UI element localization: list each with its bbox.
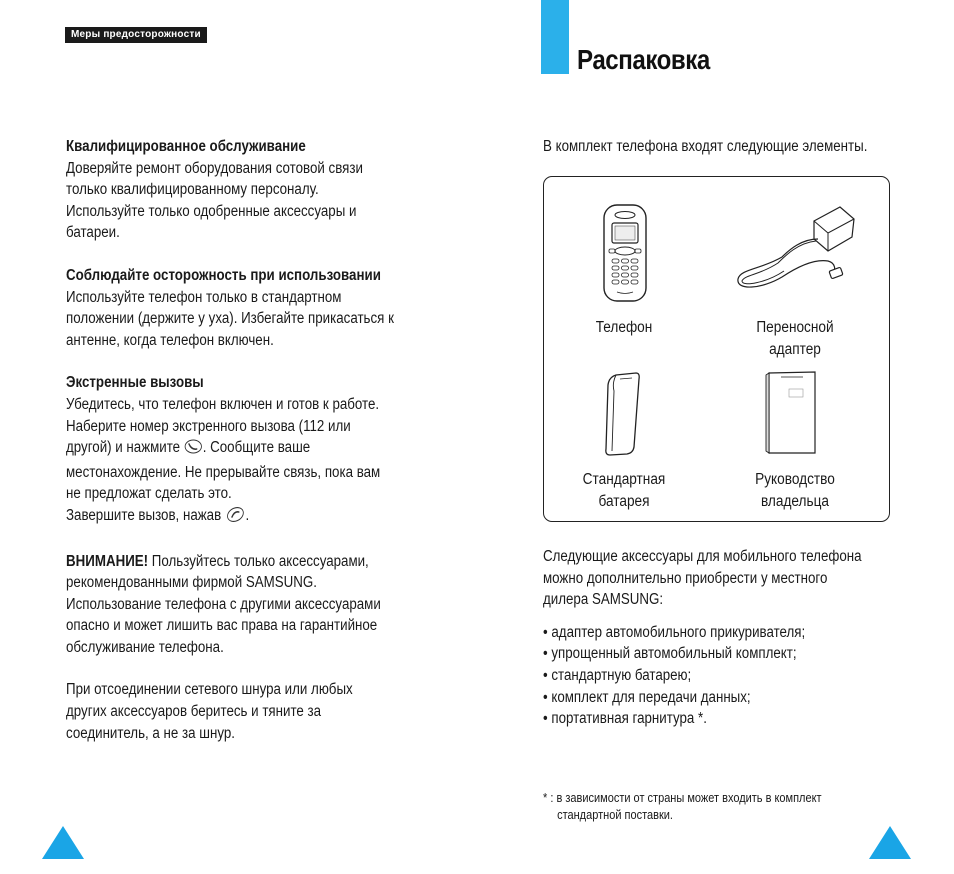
paragraph-line: Доверяйте ремонт оборудования сотовой связи — [66, 159, 363, 177]
send-line-after: . Сообщите ваше — [202, 439, 311, 457]
footnote — [543, 790, 913, 824]
paragraph-line: Используйте только одобренные аксессуары и — [66, 202, 357, 220]
paragraph-line: Убедитесь, что телефон включен и готов к работе. — [66, 395, 380, 413]
caption-phone — [558, 317, 690, 339]
package-contents-box — [543, 176, 890, 522]
caption-line: владельца — [760, 493, 830, 510]
battery-icon — [602, 371, 642, 457]
travel-adapter-icon — [732, 199, 857, 297]
footnote-line: стандартной поставки. — [557, 808, 674, 822]
caption-line: Телефон — [595, 319, 653, 336]
footnote-line: * : в зависимости от страны может входить в комплект — [543, 791, 822, 805]
paragraph-line — [66, 437, 419, 462]
paragraph-line: При отсоединении сетевого шнура или любых — [66, 681, 353, 699]
accessories-list — [543, 622, 896, 730]
caption-line: батарея — [598, 493, 650, 510]
paragraph-line: батареи. — [66, 224, 120, 242]
paragraph-line: Наберите номер экстренного вызова (112 или — [66, 417, 351, 435]
phone-icon — [600, 203, 650, 303]
left-column — [66, 136, 426, 744]
paragraph-line: Следующие аксессуары для мобильного телефона — [543, 548, 862, 565]
paragraph-line: можно дополнительно приобрести у местного — [543, 569, 828, 587]
caption-line: адаптер — [769, 341, 821, 358]
paragraph-line: антенне, когда телефон включен. — [66, 331, 274, 349]
caption-battery — [558, 469, 690, 513]
end-line-after: . — [245, 506, 250, 524]
paragraph-line: дилера SAMSUNG: — [543, 591, 664, 609]
careful-use-heading: Соблюдайте осторожность при использовании — [66, 266, 381, 284]
right-column — [543, 136, 923, 158]
end-line-before: Завершите вызов, нажав — [66, 506, 222, 524]
paragraph-line: не предложат сделать это. — [66, 485, 232, 503]
list-item: • упрощенный автомобильный комплект; — [543, 643, 896, 665]
list-item: • адаптер автомобильного прикуривателя; — [543, 622, 896, 644]
end-key-icon — [225, 506, 246, 530]
caption-line: Переносной — [756, 319, 834, 336]
paragraph-line: обслуживание телефона. — [66, 638, 224, 656]
page-corner-triangle-right — [869, 826, 911, 859]
send-line-before: другой) и нажмите — [66, 439, 181, 457]
paragraph-line: рекомендованными фирмой SAMSUNG. — [66, 574, 317, 592]
warning-label: ВНИМАНИЕ! — [66, 552, 149, 570]
paragraph-line — [66, 551, 419, 573]
paragraph-line: положении (держите у уха). Избегайте прикасаться к — [66, 310, 394, 328]
title-accent-bar — [541, 0, 569, 74]
emergency-calls-block — [66, 372, 419, 529]
accessories-section — [543, 546, 953, 730]
paragraph-line — [66, 505, 419, 530]
careful-use-block — [66, 265, 419, 351]
section-tag: Меры предосторожности — [65, 27, 207, 43]
send-key-icon — [184, 438, 203, 462]
page-corner-triangle-left — [42, 826, 84, 859]
emergency-calls-heading: Экстренные вызовы — [66, 374, 204, 392]
list-item: • стандартную батарею; — [543, 665, 896, 687]
caption-manual — [729, 469, 861, 513]
caption-line: Руководство — [755, 471, 835, 488]
disconnect-block — [66, 679, 419, 744]
paragraph-line: других аксессуаров беритесь и тяните за — [66, 703, 322, 721]
paragraph-line: местонахождение. Не прерывайте связь, пока вам — [66, 463, 381, 481]
manual-icon — [763, 369, 821, 455]
paragraph-line: Использование телефона с другими аксессуарами — [66, 595, 381, 613]
list-item: • портативная гарнитура *. — [543, 708, 896, 730]
page-title: Распаковка — [577, 44, 710, 75]
paragraph-line: Используйте телефон только в стандартном — [66, 288, 342, 306]
caption-line: Стандартная — [582, 471, 666, 488]
warning-first-line: Пользуйтесь только аксессуарами, — [148, 552, 369, 570]
qualified-service-block — [66, 136, 419, 244]
caption-adapter — [729, 317, 861, 361]
list-item: • комплект для передачи данных; — [543, 687, 896, 709]
accessories-intro — [543, 546, 896, 611]
qualified-service-heading: Квалифицированное обслуживание — [66, 138, 306, 155]
paragraph-line: соединитель, а не за шнур. — [66, 724, 235, 742]
warning-block — [66, 551, 419, 659]
paragraph-line: опасно и может лишить вас права на гарантийное — [66, 617, 378, 635]
paragraph-line: только квалифицированному персоналу. — [66, 181, 319, 199]
package-intro: В комплект телефона входят следующие элементы. — [543, 138, 868, 155]
